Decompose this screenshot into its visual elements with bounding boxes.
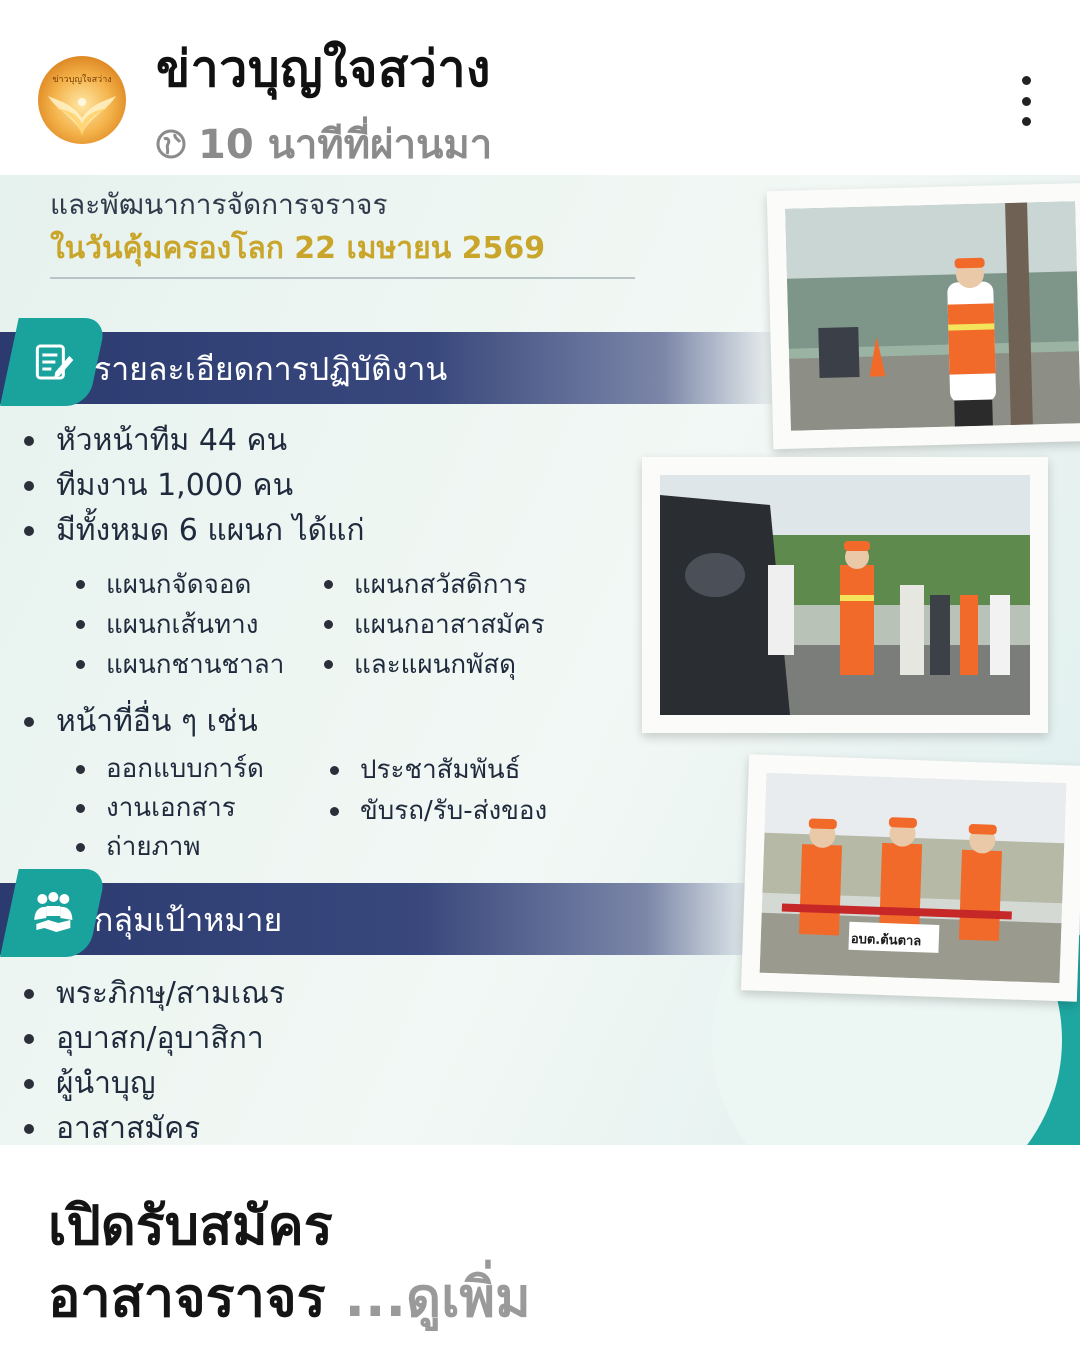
document-edit-icon bbox=[31, 340, 75, 384]
list-item: ถ่ายภาพ bbox=[76, 828, 264, 867]
list-item: แผนกอาสาสมัคร bbox=[324, 605, 545, 645]
more-vertical-icon bbox=[1022, 76, 1031, 85]
photo-sign-text: อบต.ต้นตาล bbox=[850, 931, 922, 950]
post-caption bbox=[48, 1190, 1048, 1334]
post-meta bbox=[156, 120, 492, 168]
list-item: มีทั้งหมด 6 แผนก ได้แก่ bbox=[22, 508, 365, 553]
caption-line-2 bbox=[48, 1262, 1048, 1334]
target-group-list bbox=[22, 971, 285, 1145]
see-more-link[interactable]: ...ดูเพิ่ม bbox=[325, 1266, 531, 1329]
list-item: แผนกจัดจอด bbox=[76, 565, 284, 605]
post-timestamp[interactable]: 10 นาทีที่ผ่านมา bbox=[198, 122, 493, 168]
photo-volunteer-directing bbox=[767, 183, 1080, 449]
section-banner-target-group bbox=[0, 883, 760, 955]
list-item: อาสาสมัคร bbox=[22, 1106, 285, 1145]
departments-right bbox=[324, 565, 545, 685]
section-title: รายละเอียดการปฏิบัติงาน bbox=[94, 350, 448, 388]
page-name[interactable]: ข่าวบุญใจสว่าง bbox=[156, 40, 491, 98]
post-image[interactable] bbox=[0, 175, 1080, 1145]
globe-icon bbox=[156, 129, 186, 159]
wings-logo-icon bbox=[38, 56, 126, 144]
caption-line-1: เปิดรับสมัคร bbox=[48, 1194, 333, 1257]
photo-volunteers-on-road bbox=[642, 457, 1048, 733]
poster-date: ในวันคุ้มครองโลก 22 เมษายน 2569 bbox=[50, 231, 546, 266]
other-duties-right bbox=[330, 750, 547, 832]
avatar-label: ข่าวบุญใจสว่าง bbox=[52, 75, 112, 85]
list-item: หน้าที่อื่น ๆ เช่น bbox=[22, 699, 258, 744]
poster-intro-line: และพัฒนาการจัดการจราจร bbox=[50, 188, 388, 221]
post-header bbox=[0, 0, 1080, 175]
list-item: หัวหน้าทีม 44 คน bbox=[22, 418, 365, 463]
list-item: พระภิกษุ/สามเณร bbox=[22, 971, 285, 1016]
list-item: และแผนกพัสดุ bbox=[324, 645, 545, 685]
details-list bbox=[22, 418, 365, 553]
list-item: ออกแบบการ์ด bbox=[76, 750, 264, 789]
divider bbox=[50, 277, 635, 279]
photo-three-volunteers bbox=[741, 754, 1080, 1002]
section-banner-details bbox=[0, 332, 780, 404]
list-item: ขับรถ/รับ-ส่งของ bbox=[330, 791, 547, 832]
other-duties-heading bbox=[22, 699, 258, 744]
other-duties-left bbox=[76, 750, 264, 867]
more-options-button[interactable] bbox=[1008, 76, 1044, 126]
list-item: แผนกสวัสดิการ bbox=[324, 565, 545, 605]
list-item: ทีมงาน 1,000 คน bbox=[22, 463, 365, 508]
list-item: งานเอกสาร bbox=[76, 789, 264, 828]
list-item: ประชาสัมพันธ์ bbox=[330, 750, 547, 791]
list-item: แผนกเส้นทาง bbox=[76, 605, 284, 645]
list-item: อุบาสก/อุบาสิกา bbox=[22, 1016, 285, 1061]
caption-text: อาสาจราจร bbox=[48, 1266, 326, 1329]
departments-left bbox=[76, 565, 284, 685]
list-item: แผนกชานชาลา bbox=[76, 645, 284, 685]
section-title: กลุ่มเป้าหมาย bbox=[94, 901, 283, 939]
list-item: ผู้นำบุญ bbox=[22, 1061, 285, 1106]
page-avatar[interactable] bbox=[38, 56, 126, 144]
group-handshake-icon bbox=[30, 890, 76, 936]
